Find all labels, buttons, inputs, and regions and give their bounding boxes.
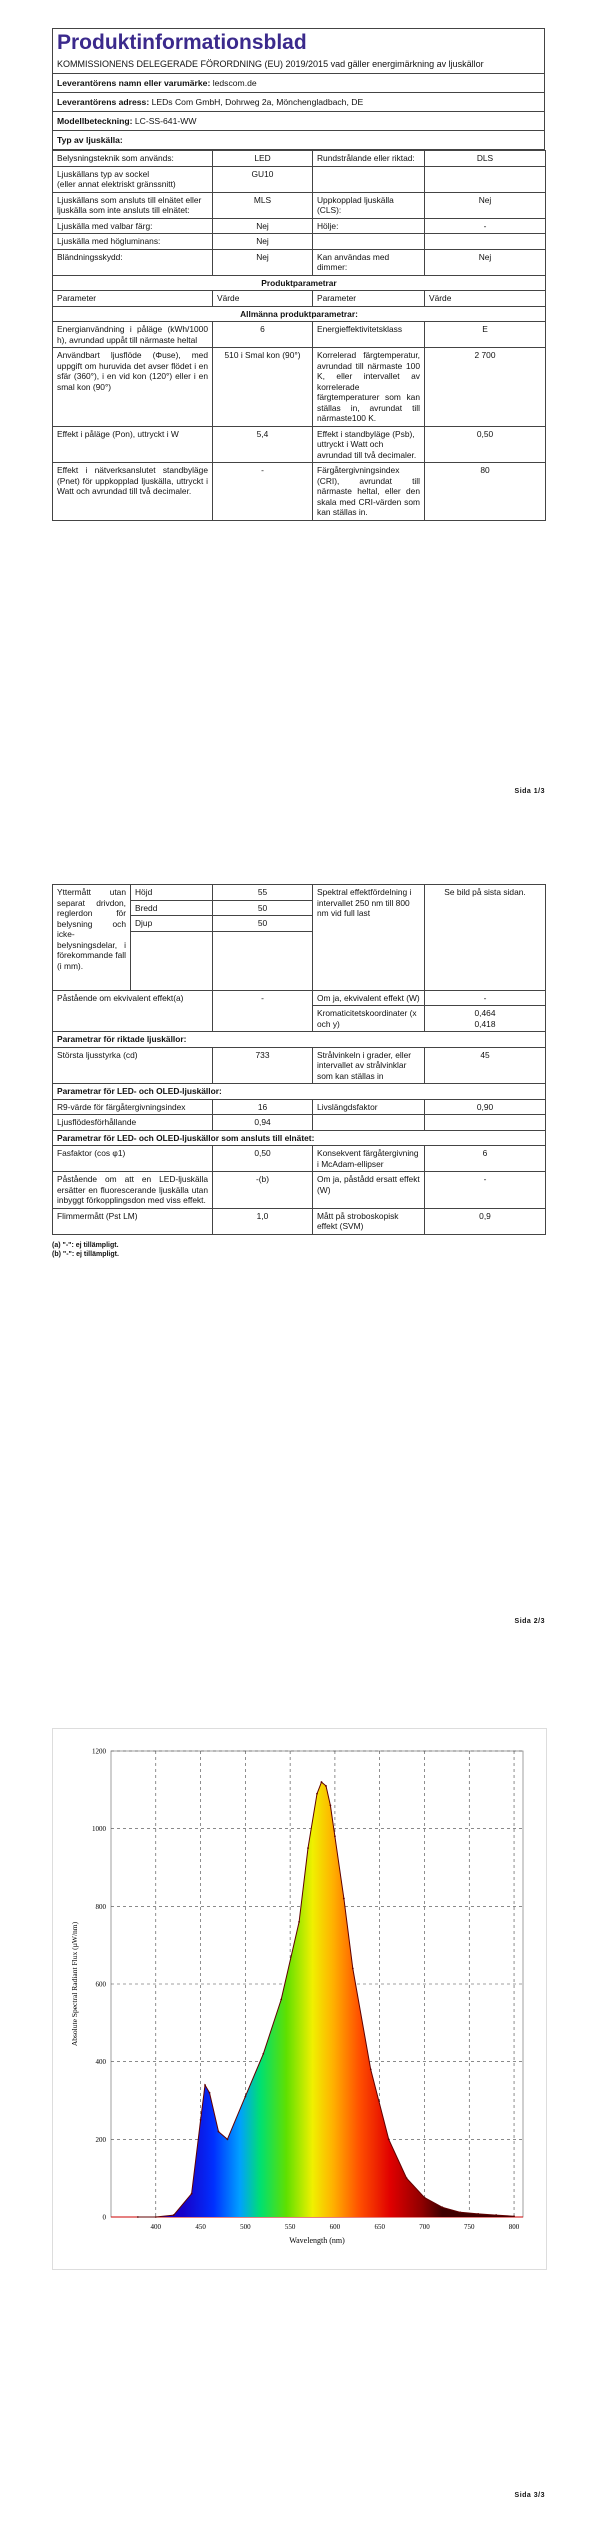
data-point [280, 1999, 282, 2001]
cell: 1,0 [213, 1208, 313, 1234]
cell: Om ja, ekvivalent effekt (W) [313, 990, 425, 1006]
data-point [330, 1804, 332, 1806]
y-tick-label: 1000 [92, 1825, 106, 1834]
cell: Största ljusstyrka (cd) [53, 1047, 213, 1084]
led-params-title: Parametrar för LED- och OLED-ljuskällor: [53, 1084, 546, 1100]
directed-params-title: Parametrar för riktade ljuskällor: [53, 1032, 546, 1048]
y-tick-label: 800 [95, 1902, 106, 1911]
document-title: Produktinformationsblad [52, 28, 545, 57]
page-number: Sida 2/3 [514, 1618, 545, 1625]
table-row [53, 249, 546, 275]
cell: Hölje: [313, 218, 425, 234]
x-tick-label: 500 [240, 2223, 251, 2231]
cell: Påstående om ekvivalent effekt(a) [53, 990, 213, 1032]
y-axis-label: Absolute Spectral Radiant Flux (µW/nm) [70, 1921, 79, 2047]
table-row [53, 1146, 546, 1172]
cell: 55 [213, 885, 313, 901]
cell [213, 931, 313, 990]
cell [313, 1115, 425, 1131]
cell: Mått på stroboskopisk effekt (SVM) [313, 1208, 425, 1234]
cell: Energianvändning i påläge (kWh/1000 h), avrundad uppåt till närmaste heltal [53, 322, 213, 348]
data-point [325, 1785, 327, 1787]
address-label: Leverantörens adress: [57, 97, 150, 108]
x-tick-label: 800 [508, 2223, 520, 2231]
cell: Nej [213, 249, 313, 275]
cell: 0,9 [425, 1208, 546, 1234]
data-point [424, 2197, 426, 2199]
cell: Om ja, påstådd ersatt effekt (W) [313, 1172, 425, 1209]
type-row [52, 131, 545, 150]
cell: Se bild på sista sidan. [425, 885, 546, 991]
general-params-title: Allmänna produktparametrar: [53, 306, 546, 322]
cell: R9-värde för färgåtergivningsindex [53, 1099, 213, 1115]
page-2 [0, 840, 595, 1640]
data-point [137, 2216, 139, 2218]
spectral-chart [52, 1728, 547, 2270]
cell: - [425, 990, 546, 1006]
product-sheet-continued [52, 884, 545, 1260]
cell: Färgåtergivningsindex (CRI), avrundat till närmaste heltal, eller den skala med CRI-värden som kan ställas in. [313, 463, 425, 521]
x-tick-label: 600 [329, 2223, 341, 2231]
cell: LED [213, 151, 313, 167]
cell: Uppkopplad ljuskälla (CLS): [313, 192, 425, 218]
cell [313, 234, 425, 250]
x-tick-label: 700 [419, 2223, 430, 2231]
cell: 80 [425, 463, 546, 521]
cell: Ljuskällans som ansluts till elnätet eller ljuskälla som inte ansluts till elnätet: [53, 192, 213, 218]
cell: Energieffektivitetsklass [313, 322, 425, 348]
cell: Kromaticitetskoordinater (x och y) [313, 1006, 425, 1032]
column-header: Parameter [313, 291, 425, 307]
cell: 2 700 [425, 348, 546, 427]
table-row [53, 426, 546, 463]
data-point [316, 1793, 318, 1795]
cell: Nej [213, 234, 313, 250]
table-row [53, 166, 546, 192]
table-row [53, 1099, 546, 1115]
y-tick-label: 0 [102, 2213, 106, 2222]
supplier-value: ledscom.de [212, 78, 257, 89]
cell [131, 931, 213, 990]
table-row [53, 1084, 546, 1100]
data-point [477, 2213, 479, 2215]
table-row [53, 1130, 546, 1146]
table-row [53, 275, 546, 291]
cell: Livslängdsfaktor [313, 1099, 425, 1115]
x-tick-label: 750 [464, 2223, 475, 2231]
data-point [298, 1921, 300, 1923]
cell: Ljusflödesförhållande [53, 1115, 213, 1131]
cell: Bredd [131, 900, 213, 916]
cell: 50 [213, 916, 313, 932]
cell: Rundstrålande eller riktad: [313, 151, 425, 167]
footnotes [52, 1241, 545, 1261]
data-point [352, 1968, 354, 1970]
cell [425, 1115, 546, 1131]
table-row [53, 348, 546, 427]
table-row [53, 1047, 546, 1084]
data-point [191, 2193, 193, 2195]
cell: DLS [425, 151, 546, 167]
cell: 16 [213, 1099, 313, 1115]
data-point [343, 1898, 345, 1900]
table-row [53, 1115, 546, 1131]
page-3 [0, 1660, 595, 2526]
cell: Ljuskälla med högluminans: [53, 234, 213, 250]
cell: - [425, 218, 546, 234]
model-row [52, 112, 545, 131]
cell: Ljuskällans typ av sockel (eller annat elektriskt gränssnitt) [53, 166, 213, 192]
cell: Djup [131, 916, 213, 932]
data-point [155, 2216, 157, 2218]
y-tick-label: 200 [95, 2135, 106, 2144]
y-tick-label: 400 [95, 2058, 106, 2067]
cell: Effekt i påläge (Pon), uttryckt i W [53, 426, 213, 463]
cell: Bländningsskydd: [53, 249, 213, 275]
cell: Spektral effektfördelning i intervallet 250 nm till 800 nm vid full last [313, 885, 425, 991]
cell: Korrelerad färgtemperatur, avrundad till närmaste 100 K, eller intervallet av korrelerade färgtemperaturer som kan ställas in, avrundat till närmaste100 K. [313, 348, 425, 427]
cell: Kan användas med dimmer: [313, 249, 425, 275]
cell [425, 234, 546, 250]
regulation-subtitle: KOMMISSIONENS DELEGERADE FÖRORDNING (EU) 2019/2015 vad gäller energimärkning av ljuskällor [52, 57, 545, 74]
data-point [262, 2053, 264, 2055]
model-label: Modellbeteckning: [57, 116, 133, 127]
cell: - [425, 1172, 546, 1209]
product-sheet [52, 28, 545, 521]
table-row [53, 234, 546, 250]
cell: -(b) [213, 1172, 313, 1209]
cell: Nej [425, 192, 546, 218]
table-row [53, 192, 546, 218]
supplier-row [52, 74, 545, 93]
cell: - [213, 990, 313, 1032]
lightsource-type-table [52, 150, 546, 521]
dimensions-label: Yttermått utan separat drivdon, reglerdon för belysning och icke-belysningsdelar, i förekommande fall (i mm). [53, 885, 131, 991]
data-point [334, 1836, 336, 1838]
cell: Strålvinkeln i grader, eller intervallet av strålvinklar som kan ställas in [313, 1047, 425, 1084]
cell [425, 1006, 546, 1032]
column-header: Parameter [53, 291, 213, 307]
cell: Påstående om att en LED-ljuskälla ersätter en fluorescerande ljuskälla utan inbyggt förkopplingsdon med viss effekt. [53, 1172, 213, 1209]
footnote-b: (b) "-": ej tillämpligt. [52, 1251, 119, 1259]
cell: 45 [425, 1047, 546, 1084]
cell: 0,50 [213, 1146, 313, 1172]
cell: 510 i Smal kon (90°) [213, 348, 313, 427]
cell: Nej [425, 249, 546, 275]
column-header: Värde [425, 291, 546, 307]
data-point [204, 2084, 206, 2086]
data-point [227, 2138, 229, 2140]
table-row [53, 1032, 546, 1048]
data-point [406, 2177, 408, 2179]
data-point [321, 1781, 323, 1783]
address-value: LEDs Com GmbH, Dohrweg 2a, Mönchengladbach, DE [151, 97, 364, 108]
table-row [53, 990, 546, 1006]
cell: Höjd [131, 885, 213, 901]
cell: - [213, 463, 313, 521]
cell: Nej [213, 218, 313, 234]
page-number: Sida 3/3 [514, 2492, 545, 2499]
supplier-label: Leverantörens namn eller varumärke: [57, 78, 211, 89]
cell: E [425, 322, 546, 348]
y-tick-label: 1200 [92, 1747, 106, 1756]
x-axis-label: Wavelength (nm) [289, 2236, 345, 2245]
cell: Användbart ljusflöde (Φuse), med uppgift om huruvida det avser flödet i en sfär (360°), i en vid kon (120°) eller i en smal kon (90°) [53, 348, 213, 427]
table-row [53, 322, 546, 348]
address-row [52, 93, 545, 112]
data-point [307, 1847, 309, 1849]
cell: Belysningsteknik som används: [53, 151, 213, 167]
spectral-chart-svg [53, 1729, 544, 2267]
table-row [53, 463, 546, 521]
data-point [173, 2214, 175, 2216]
data-point [218, 2131, 220, 2133]
cell: 6 [425, 1146, 546, 1172]
parameters-table [52, 884, 546, 1235]
table-row [53, 1172, 546, 1209]
x-tick-label: 450 [195, 2223, 206, 2231]
params-title: Produktparametrar [53, 275, 546, 291]
page-number: Sida 1/3 [514, 788, 545, 795]
x-tick-label: 650 [374, 2223, 385, 2231]
table-header-row [53, 291, 546, 307]
cell [313, 166, 425, 192]
cell: GU10 [213, 166, 313, 192]
cell: 733 [213, 1047, 313, 1084]
cell: 6 [213, 322, 313, 348]
cell: 0,90 [425, 1099, 546, 1115]
data-point [209, 2092, 211, 2094]
x-tick-label: 550 [284, 2223, 296, 2231]
cell [425, 166, 546, 192]
data-point [459, 2211, 461, 2213]
cell: Konsekvent färgåtergivning i McAdam-ellipser [313, 1146, 425, 1172]
cell: 50 [213, 900, 313, 916]
table-row [53, 151, 546, 167]
chromaticity-y: 0,418 [474, 1018, 496, 1029]
cell: MLS [213, 192, 313, 218]
table-row [53, 218, 546, 234]
column-header: Värde [213, 291, 313, 307]
cell: Effekt i nätverksanslutet standbyläge (Pnet) för uppkopplad ljuskälla, uttryckt i Watt och avrundad till två decimaler. [53, 463, 213, 521]
data-point [370, 2069, 372, 2071]
x-tick-label: 400 [150, 2223, 162, 2231]
data-point [244, 2096, 246, 2098]
table-row [53, 306, 546, 322]
footnote-a: (a) "-": ej tillämpligt. [52, 1241, 119, 1249]
table-row [53, 1208, 546, 1234]
mains-params-title: Parametrar för LED- och OLED-ljuskällor som ansluts till elnätet: [53, 1130, 546, 1146]
y-tick-label: 600 [95, 1980, 106, 1989]
cell: 0,50 [425, 426, 546, 463]
cell: 0,94 [213, 1115, 313, 1131]
table-row [53, 885, 546, 901]
cell: Ljuskälla med valbar färg: [53, 218, 213, 234]
data-point [513, 2215, 515, 2217]
type-label: Typ av ljuskälla: [57, 135, 123, 146]
model-value: LC-SS-641-WW [134, 116, 197, 127]
cell: Fasfaktor (cos φ1) [53, 1146, 213, 1172]
chromaticity-x: 0,464 [474, 1008, 496, 1018]
data-point [441, 2206, 443, 2208]
cell: Effekt i standbyläge (Psb), uttryckt i Watt och avrundad till två decimaler. [313, 426, 425, 463]
cell: Flimmermått (Pst LM) [53, 1208, 213, 1234]
page-1 [0, 0, 595, 820]
cell: 5,4 [213, 426, 313, 463]
data-point [200, 2119, 202, 2121]
data-point [388, 2138, 390, 2140]
data-point [495, 2214, 497, 2216]
